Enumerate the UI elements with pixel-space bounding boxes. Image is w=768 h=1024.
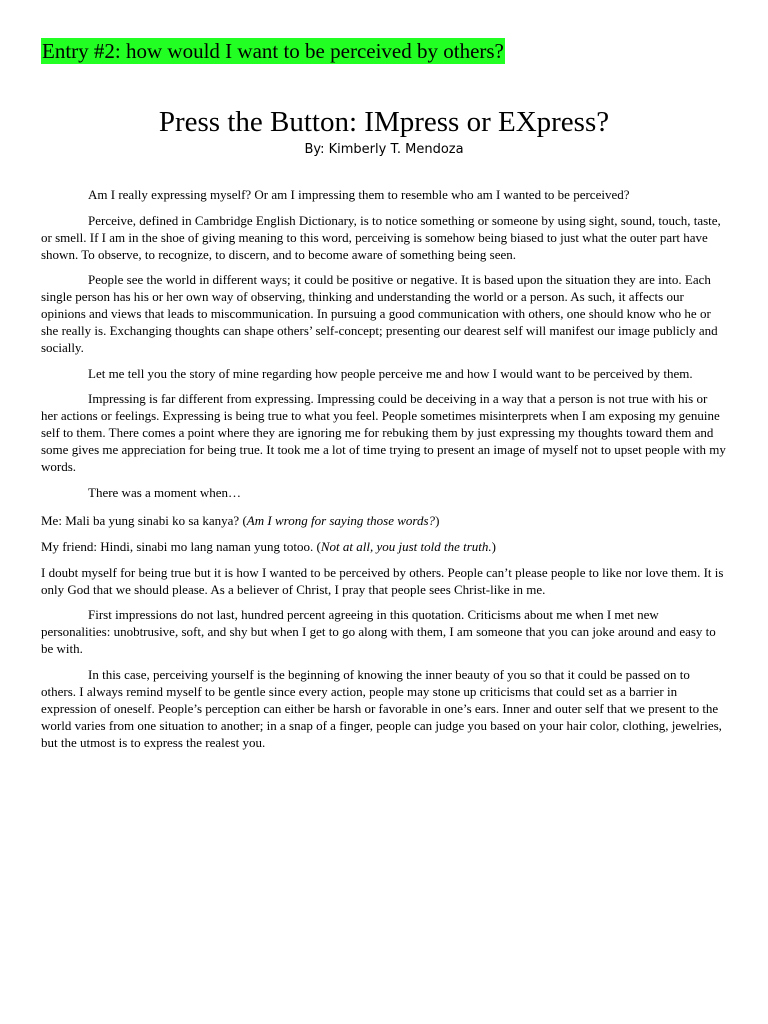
author-byline: By: Kimberly T. Mendoza — [304, 142, 464, 157]
paragraph-moment: There was a moment when… — [88, 484, 242, 500]
entry-heading-highlighted: Entry #2: how would I want to be perceived by others? — [42, 39, 504, 63]
dialogue-text: My friend: Hindi, sinabi mo lang naman yung totoo. ( — [41, 538, 321, 554]
paragraph-conclusion: In this case, perceiving yourself is the beginning of knowing the inner beauty of you so that it could be passed on to others. I always remind myself to be gentle since every action, people may stone up criticisms that could set as a barrier in expression of oneself. People’s perception can either be harsh or favorable in one’s ears. Inner and outer self that we present to the world varies from one situation to another; in a snap of a finger, people can judge you based on your hair color, clothing, jewelries, but the utmost is to express the realest you. — [41, 666, 722, 750]
dialogue-translation: Not at all, you just told the truth. — [320, 538, 492, 554]
dialogue-line-me — [41, 512, 727, 529]
dialogue-translation: Am I wrong for saying those words? — [246, 512, 436, 528]
paragraph-impress-vs-express: Impressing is far different from expressing. Impressing could be deceiving in a way that a person is not true with his or her actions or feelings. Expressing is being true to what you feel. People sometimes misinterprets when I am exposing my genuine self to them. There comes a point where they are ignoring me for rebuking them by just expressing my thoughts toward them and some gives me appreciation for being true. It took me a lot of time trying to present an image of myself not to upset people with my words. — [41, 391, 726, 474]
paragraph-first-impressions: First impressions do not last, hundred percent agreeing in this quotation. Criticisms about me when I met new personalities: unobtrusive, soft, and shy but when I get to go along with them, I am someone that you can joke around and easy to be with. — [41, 607, 716, 656]
paragraph-story-intro: Let me tell you the story of mine regarding how people perceive me and how I would want to be perceived by them. — [88, 365, 693, 381]
essay-body — [41, 186, 727, 759]
paragraph-doubt-myself: I doubt myself for being true but it is how I wanted to be perceived by others. People can’t please people to like nor love them. It is only God that we should please. As a believer of Christ, I pray that people sees Christ-like in me. — [41, 564, 724, 597]
dialogue-close: ) — [435, 512, 440, 528]
paragraph-opening-question: Am I really expressing myself? Or am I impressing them to resemble who am I wanted to be perceived? — [88, 187, 630, 202]
dialogue-text: Me: Mali ba yung sinabi ko sa kanya? ( — [41, 512, 247, 528]
paragraph-world-views: People see the world in different ways; it could be positive or negative. It is based upon the situation they are into. Each single person has his or her own way of observing, thinking and understanding the world or a person. As such, it affects our opinions and views that leads to miscommunication. In pursuing a good communication with others, one should know who he or she really is. Exchanging thoughts can shape others’ self-concept; presenting our dearest self will manifest our image publicly and socially. — [41, 272, 718, 355]
dialogue-close: ) — [491, 538, 496, 554]
dialogue-line-friend — [41, 538, 727, 555]
essay-title: Press the Button: IMpress or EXpress? — [158, 106, 610, 138]
paragraph-perceive-definition: Perceive, defined in Cambridge English Dictionary, is to notice something or someone by using sight, sound, touch, taste, or smell. If I am in the shoe of giving meaning to this word, perceiving is somehow being biased to just what the outer part have shown. To observe, to recognize, to discern, and to become aware of something being seen. — [41, 212, 721, 262]
